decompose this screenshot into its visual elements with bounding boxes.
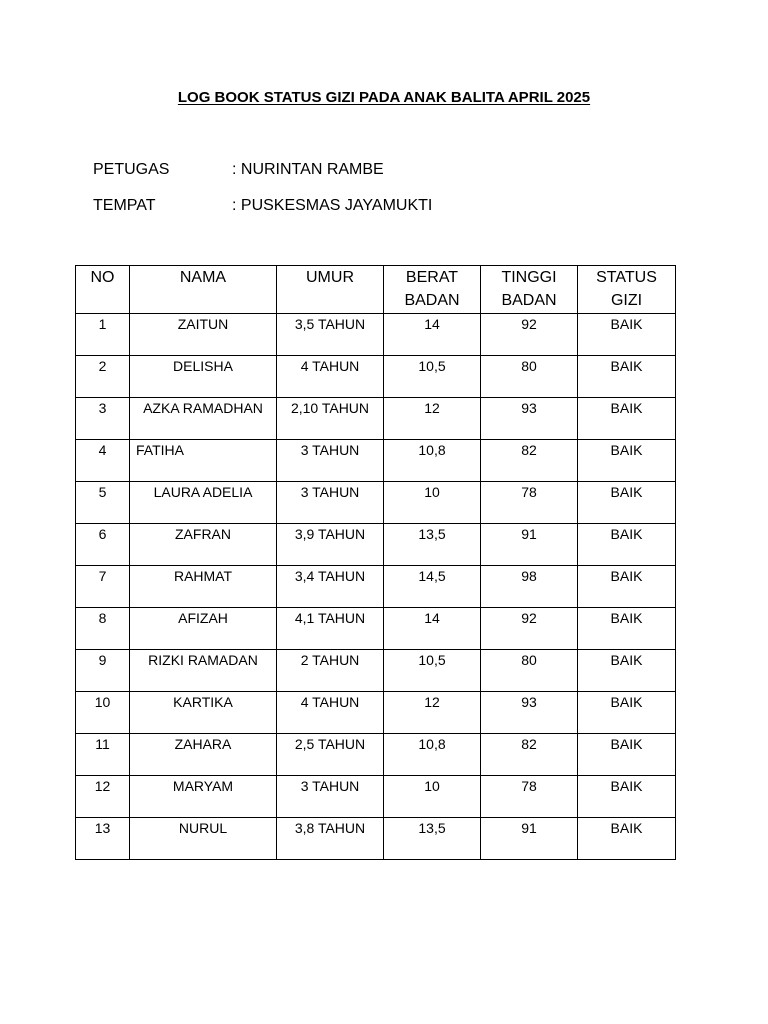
cell-umur: 3,5 TAHUN	[277, 314, 384, 356]
cell-nama: ZAFRAN	[130, 524, 277, 566]
cell-nama: NURUL	[130, 818, 277, 860]
cell-berat-badan: 10,8	[384, 734, 481, 776]
cell-nama: ZAITUN	[130, 314, 277, 356]
officer-label: PETUGAS	[93, 161, 170, 178]
cell-no: 12	[76, 776, 130, 818]
header-umur: UMUR	[277, 266, 384, 314]
table-row	[76, 566, 676, 608]
cell-no: 7	[76, 566, 130, 608]
cell-nama: FATIHA	[130, 440, 277, 482]
cell-status-gizi: BAIK	[578, 776, 676, 818]
table-row	[76, 734, 676, 776]
header-tinggi-badan: TINGGI BADAN	[481, 266, 578, 314]
cell-no: 9	[76, 650, 130, 692]
table-row	[76, 650, 676, 692]
cell-umur: 4 TAHUN	[277, 692, 384, 734]
cell-berat-badan: 13,5	[384, 524, 481, 566]
cell-nama: AZKA RAMADHAN	[130, 398, 277, 440]
cell-status-gizi: BAIK	[578, 314, 676, 356]
cell-no: 4	[76, 440, 130, 482]
cell-berat-badan: 12	[384, 398, 481, 440]
table-row	[76, 356, 676, 398]
cell-no: 6	[76, 524, 130, 566]
cell-umur: 3,8 TAHUN	[277, 818, 384, 860]
header-no: NO	[76, 266, 130, 314]
cell-berat-badan: 14	[384, 608, 481, 650]
table-row	[76, 398, 676, 440]
table-row	[76, 608, 676, 650]
cell-nama: MARYAM	[130, 776, 277, 818]
cell-berat-badan: 13,5	[384, 818, 481, 860]
cell-nama: RIZKI RAMADAN	[130, 650, 277, 692]
header-status-gizi: STATUS GIZI	[578, 266, 676, 314]
header-nama: NAMA	[130, 266, 277, 314]
cell-tinggi-badan: 92	[481, 608, 578, 650]
cell-umur: 2 TAHUN	[277, 650, 384, 692]
cell-no: 1	[76, 314, 130, 356]
cell-berat-badan: 14	[384, 314, 481, 356]
cell-tinggi-badan: 80	[481, 650, 578, 692]
cell-berat-badan: 10,5	[384, 650, 481, 692]
cell-tinggi-badan: 78	[481, 482, 578, 524]
cell-status-gizi: BAIK	[578, 356, 676, 398]
cell-umur: 4 TAHUN	[277, 356, 384, 398]
officer-value: : NURINTAN RAMBE	[232, 161, 384, 178]
table-header-row	[76, 266, 676, 314]
place-label: TEMPAT	[93, 197, 156, 214]
cell-status-gizi: BAIK	[578, 692, 676, 734]
cell-berat-badan: 10,5	[384, 356, 481, 398]
table-row	[76, 524, 676, 566]
cell-umur: 3 TAHUN	[277, 776, 384, 818]
cell-nama: RAHMAT	[130, 566, 277, 608]
cell-berat-badan: 12	[384, 692, 481, 734]
cell-tinggi-badan: 80	[481, 356, 578, 398]
cell-no: 10	[76, 692, 130, 734]
cell-nama: DELISHA	[130, 356, 277, 398]
cell-tinggi-badan: 91	[481, 818, 578, 860]
cell-status-gizi: BAIK	[578, 566, 676, 608]
table-row	[76, 818, 676, 860]
cell-tinggi-badan: 92	[481, 314, 578, 356]
header-berat-badan: BERAT BADAN	[384, 266, 481, 314]
cell-tinggi-badan: 82	[481, 440, 578, 482]
cell-umur: 2,5 TAHUN	[277, 734, 384, 776]
cell-no: 11	[76, 734, 130, 776]
cell-berat-badan: 10,8	[384, 440, 481, 482]
cell-umur: 3 TAHUN	[277, 440, 384, 482]
cell-no: 5	[76, 482, 130, 524]
cell-umur: 4,1 TAHUN	[277, 608, 384, 650]
table-row	[76, 440, 676, 482]
cell-umur: 3 TAHUN	[277, 482, 384, 524]
document-title: LOG BOOK STATUS GIZI PADA ANAK BALITA APRIL 2025	[177, 89, 591, 106]
cell-umur: 3,9 TAHUN	[277, 524, 384, 566]
cell-umur: 3,4 TAHUN	[277, 566, 384, 608]
cell-nama: ZAHARA	[130, 734, 277, 776]
table-row	[76, 776, 676, 818]
cell-status-gizi: BAIK	[578, 650, 676, 692]
cell-berat-badan: 10	[384, 776, 481, 818]
table-row	[76, 692, 676, 734]
cell-tinggi-badan: 82	[481, 734, 578, 776]
table-row	[76, 482, 676, 524]
cell-tinggi-badan: 93	[481, 692, 578, 734]
cell-no: 8	[76, 608, 130, 650]
cell-no: 2	[76, 356, 130, 398]
nutrition-log-table	[75, 265, 676, 860]
cell-nama: KARTIKA	[130, 692, 277, 734]
cell-tinggi-badan: 98	[481, 566, 578, 608]
cell-status-gizi: BAIK	[578, 482, 676, 524]
table-body	[76, 314, 676, 860]
cell-tinggi-badan: 78	[481, 776, 578, 818]
cell-status-gizi: BAIK	[578, 524, 676, 566]
cell-nama: AFIZAH	[130, 608, 277, 650]
cell-tinggi-badan: 93	[481, 398, 578, 440]
cell-status-gizi: BAIK	[578, 398, 676, 440]
cell-nama: LAURA ADELIA	[130, 482, 277, 524]
table-row	[76, 314, 676, 356]
cell-berat-badan: 14,5	[384, 566, 481, 608]
cell-tinggi-badan: 91	[481, 524, 578, 566]
cell-status-gizi: BAIK	[578, 440, 676, 482]
cell-status-gizi: BAIK	[578, 734, 676, 776]
cell-no: 13	[76, 818, 130, 860]
cell-status-gizi: BAIK	[578, 818, 676, 860]
place-value: : PUSKESMAS JAYAMUKTI	[232, 197, 433, 214]
cell-status-gizi: BAIK	[578, 608, 676, 650]
cell-umur: 2,10 TAHUN	[277, 398, 384, 440]
cell-berat-badan: 10	[384, 482, 481, 524]
cell-no: 3	[76, 398, 130, 440]
